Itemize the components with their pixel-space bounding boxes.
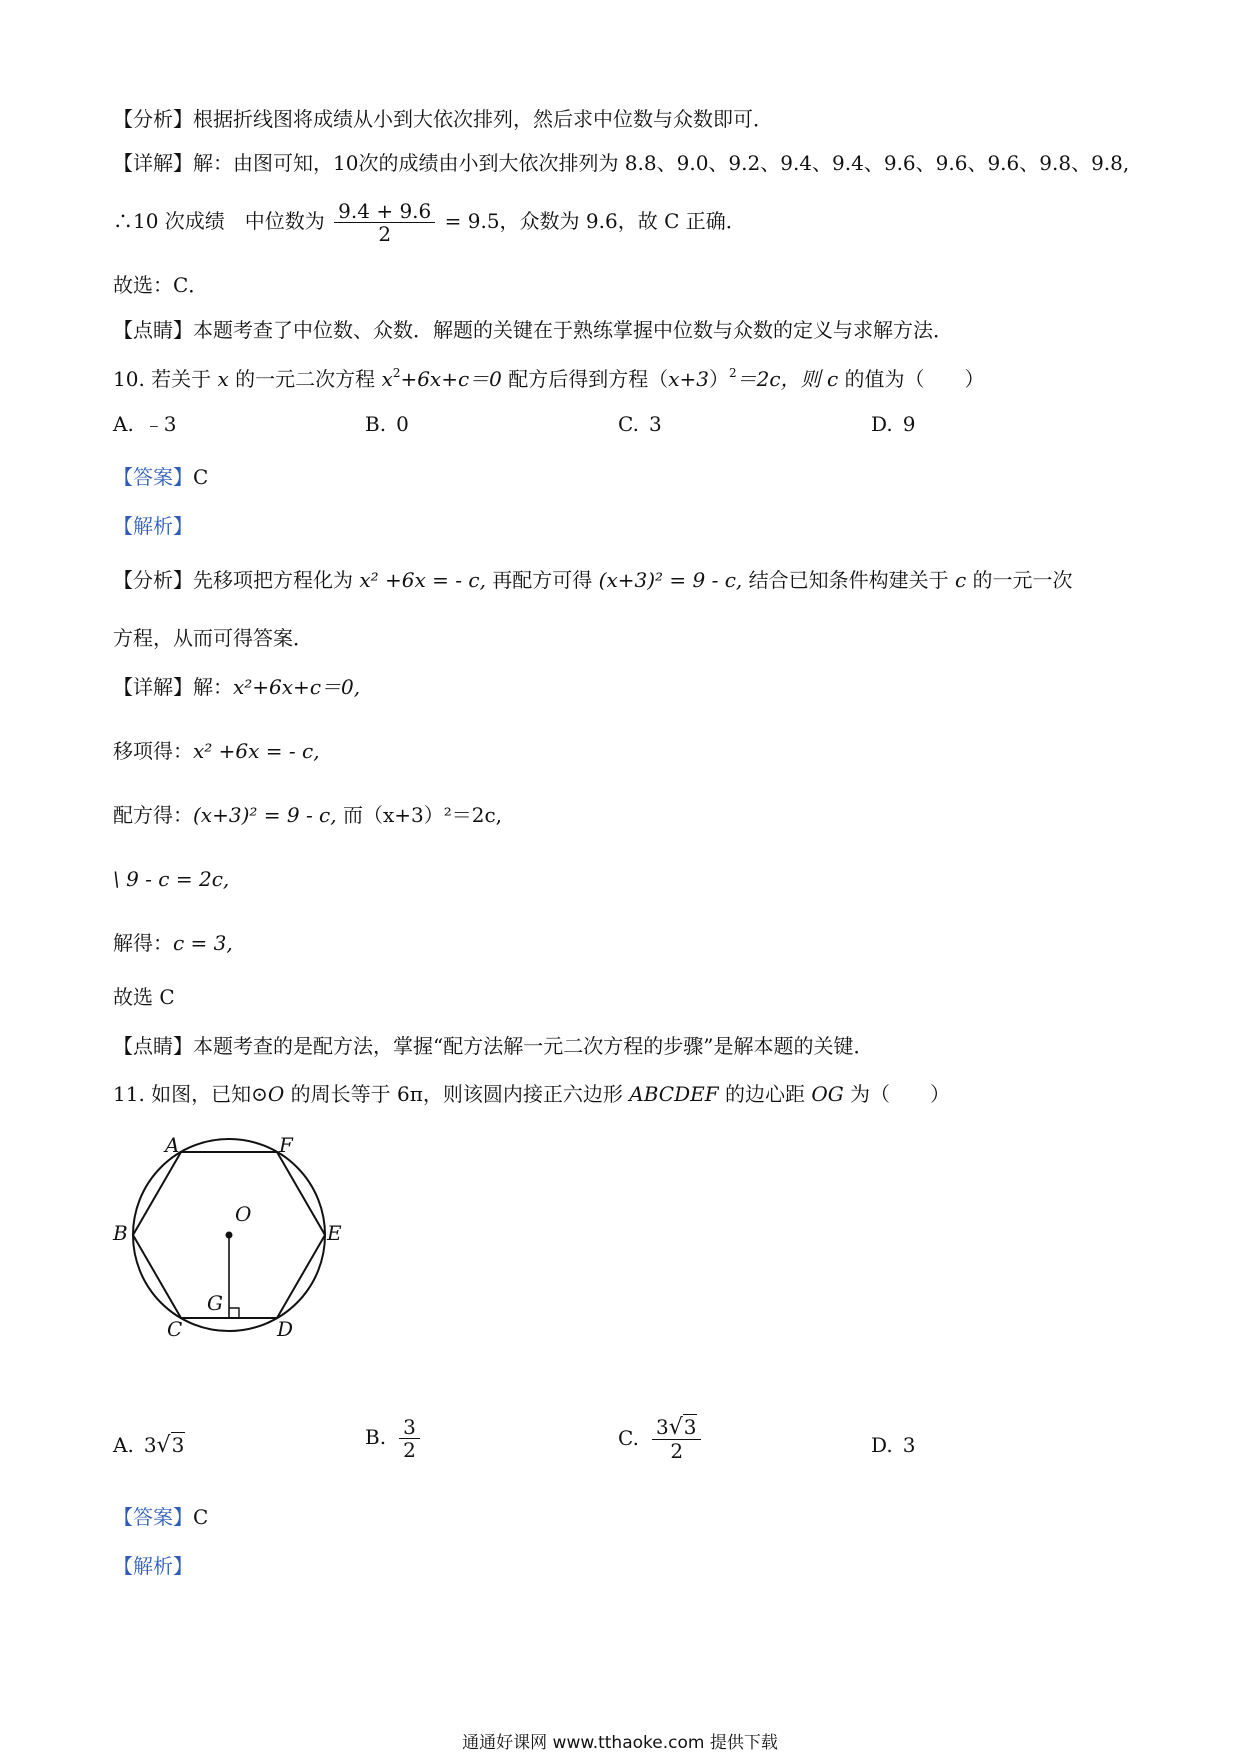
analysis-tag: 【分析】 <box>113 107 193 131</box>
q10-analysis <box>113 567 1073 593</box>
detail-part: 解： <box>193 675 233 699</box>
option-label: A. <box>113 412 134 436</box>
detail-text: 解：由图可知，10次的成绩由小到大依次排列为 8.8、9.0、9.2、9.4、9.4、9.6、9.6、9.6、9.8、9.8, <box>193 151 1130 175</box>
analysis-eq: x² +6x = - c, <box>359 568 486 592</box>
stem-part: 的值为（ ） <box>838 367 985 391</box>
stem-part: 的边心距 <box>718 1082 812 1106</box>
label-b: B <box>113 1221 128 1245</box>
step-label: 解得： <box>113 931 173 955</box>
detail-tag: 【详解】 <box>113 675 193 699</box>
option-label: B. <box>365 412 387 436</box>
stem-part: 为（ ） <box>843 1082 951 1106</box>
q10-step2 <box>113 802 502 828</box>
stem-var: x <box>217 367 229 391</box>
q11-option-c <box>618 1416 704 1462</box>
stem-var: c <box>826 367 839 391</box>
step-part: 而（x+3）²＝2c, <box>336 803 503 827</box>
option-coef: 3 <box>143 1433 157 1457</box>
q9-choice <box>113 272 208 298</box>
comment-text: 本题考查的是配方法，掌握“配方法解一元二次方程的步骤”是解本题的关键． <box>193 1034 874 1058</box>
q10-answer <box>113 464 208 490</box>
label-c: C <box>167 1317 183 1341</box>
label-f: F <box>279 1133 293 1157</box>
q10-step1 <box>113 738 320 764</box>
stem-var: OG <box>811 1082 844 1106</box>
option-value: 0 <box>396 412 409 436</box>
option-label: C. <box>618 1425 639 1450</box>
q10-comment <box>113 1033 873 1059</box>
label-e: E <box>327 1221 342 1245</box>
option-label: D. <box>871 412 893 436</box>
detail-tag: 【详解】 <box>113 151 193 175</box>
label-g: G <box>207 1291 223 1315</box>
stem-part: 配方后得到方程（ <box>501 367 669 391</box>
page-footer: 通通好课网 www.tthaoke.com 提供下载 <box>462 1733 778 1753</box>
option-label: A. <box>113 1433 134 1457</box>
q10-step3 <box>113 866 229 892</box>
label-o: O <box>235 1202 252 1226</box>
q11-stem <box>113 1081 950 1107</box>
q11-solution <box>113 1553 193 1579</box>
step-label: 配方得： <box>113 803 193 827</box>
comment-text: 本题考查了中位数、众数．解题的关键在于熟练掌握中位数与众数的定义与求解方法． <box>193 318 953 342</box>
stem-eq: ＝2c，则 <box>736 367 827 391</box>
stem-part: 的一元二次方程 <box>228 367 382 391</box>
answer-tag: 【答案】 <box>113 465 193 489</box>
option-value: 3 <box>902 1433 916 1457</box>
step-eq: c = 3, <box>173 931 233 955</box>
median-prefix: ∴10 次成绩 中位数为 <box>113 209 325 233</box>
analysis-part: 先移项把方程化为 <box>193 568 360 592</box>
option-value: 9 <box>902 412 916 436</box>
q11-answer <box>113 1504 208 1530</box>
radicand: 3 <box>171 1433 185 1457</box>
fraction <box>652 1416 702 1462</box>
median-numerator: 9.4 + 9.6 <box>334 200 435 223</box>
q11-option-a <box>113 1432 185 1459</box>
analysis-tag: 【分析】 <box>113 568 193 592</box>
option-value: 3 <box>648 412 662 436</box>
sqrt: √3 <box>156 1433 185 1458</box>
option-value: ﹣3 <box>143 412 177 436</box>
stem-eq: +6x+c＝0 <box>400 367 502 391</box>
q10-option-b <box>365 411 409 437</box>
q10-option-d <box>871 411 915 437</box>
q9-detail <box>113 150 1129 176</box>
numerator <box>652 1416 702 1440</box>
q9-comment <box>113 317 953 343</box>
stem-eq: x <box>381 367 393 391</box>
step-eq: x² +6x = - c, <box>193 739 320 763</box>
denominator: 2 <box>403 1438 416 1462</box>
step-label: 移项得： <box>113 739 193 763</box>
q10-option-a <box>113 411 177 437</box>
radicand: 3 <box>683 1415 697 1439</box>
q9-median <box>113 200 746 245</box>
q10-solution <box>113 513 193 539</box>
answer-value: C <box>193 465 209 489</box>
q11-option-d <box>871 1432 915 1458</box>
solution-tag: 【解析】 <box>113 1554 193 1578</box>
comment-tag: 【点睛】 <box>113 1034 193 1058</box>
stem-eq: x+3 <box>668 367 710 391</box>
stem-part: 10. 若关于 <box>113 367 218 391</box>
solution-tag: 【解析】 <box>113 514 193 538</box>
analysis-part: 的一元一次 <box>966 568 1073 592</box>
answer-value: C <box>193 1505 209 1529</box>
stem-var: ABCDEF <box>629 1082 719 1106</box>
comment-tag: 【点睛】 <box>113 318 193 342</box>
choice-text: 故选 C <box>113 985 175 1009</box>
answer-tag: 【答案】 <box>113 1505 193 1529</box>
stem-part: ） <box>709 367 730 391</box>
option-label: B. <box>365 1425 387 1449</box>
q10-option-c <box>618 411 662 437</box>
step-eq: (x+3)² = 9 - c, <box>193 803 337 827</box>
stem-part: 的周长等于 6π，则该圆内接正六边形 <box>284 1082 630 1106</box>
step-eq: \ 9 - c = 2c, <box>113 867 230 891</box>
analysis-text: 根据折线图将成绩从小到大依次排列，然后求中位数与众数即可． <box>193 107 773 131</box>
point-o <box>226 1232 233 1239</box>
sqrt: √3 <box>668 1415 697 1440</box>
label-d: D <box>277 1317 294 1341</box>
analysis-eq: (x+3)² = 9 - c, <box>598 568 743 592</box>
right-angle-mark <box>229 1308 239 1318</box>
q9-analysis <box>113 106 773 132</box>
hexagon-figure <box>105 1120 365 1350</box>
median-denominator: 2 <box>378 222 392 246</box>
median-fraction <box>334 200 435 245</box>
option-label: D. <box>871 1433 893 1457</box>
numerator: 3 <box>399 1416 420 1439</box>
q10-analysis-line2 <box>113 625 313 651</box>
stem-var: O <box>267 1082 285 1106</box>
q10-stem: 10. 若关于 x 的一元二次方程 $x^2+6x+c=0$ 配方后得到方程$(x+3)^2=2c$，则 c 的值为（ ） <box>113 366 985 391</box>
stem-part: 11. 如图，已知⊙ <box>113 1082 268 1106</box>
label-a: A <box>165 1133 180 1157</box>
denominator: 2 <box>670 1439 684 1463</box>
detail-eq: x²+6x+c＝0, <box>233 675 361 699</box>
analysis-part: 结合已知条件构建关于 <box>742 568 955 592</box>
fraction <box>399 1416 420 1461</box>
median-suffix: = 9.5，众数为 9.6，故 C 正确． <box>444 209 746 233</box>
choice-text: 故选：C． <box>113 273 209 297</box>
q10-detail <box>113 674 360 700</box>
analysis-part: 再配方可得 <box>485 568 599 592</box>
q11-option-b <box>365 1416 423 1461</box>
option-coef: 3 <box>655 1415 669 1439</box>
q10-step4 <box>113 930 233 956</box>
q10-choice <box>113 984 175 1010</box>
option-label: C. <box>618 412 639 436</box>
analysis-var: c <box>954 568 967 592</box>
analysis-text: 方程，从而可得答案． <box>113 626 313 650</box>
